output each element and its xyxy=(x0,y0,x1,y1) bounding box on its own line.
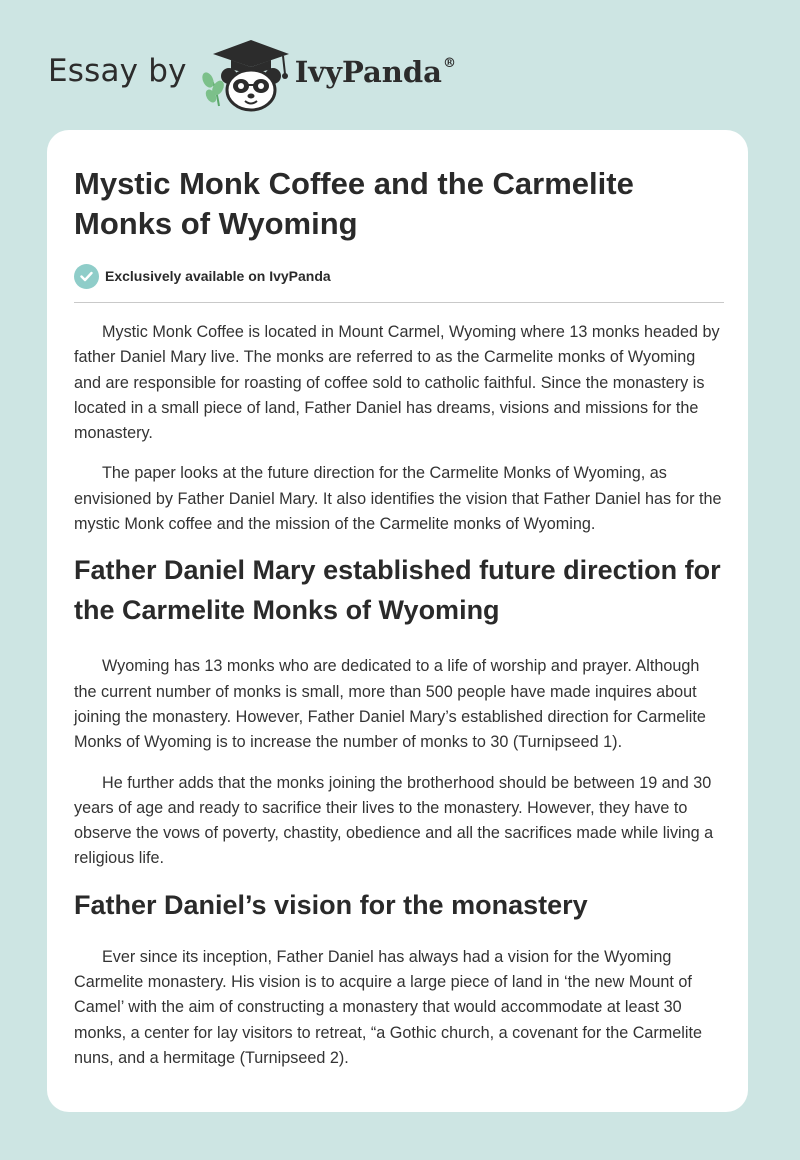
paragraph: He further adds that the monks joining the brotherhood should be between 19 and 30 years of age and ready to sacrifice their lives to the monastery. However, they have to observe the vows of poverty, chastity, obedience and all the sacrifices made while living a religious life. xyxy=(74,773,714,868)
exclusive-label: Exclusively available on IvyPanda xyxy=(105,268,331,284)
brand-prefix: Essay by xyxy=(48,53,187,89)
brand-name: IvyPanda® xyxy=(294,55,456,89)
paragraph: The paper looks at the future direction for the Carmelite Monks of Wyoming, as envisioned by Father Daniel Mary. It also identifies the vision that Father Daniel has for the mystic Monk coffee and the mission of the Carmelite monks of Wyoming. xyxy=(74,464,722,534)
section-heading: Father Daniel Mary established future direction for the Carmelite Monks of Wyoming xyxy=(74,555,721,626)
paragraph: Ever since its inception, Father Daniel has always had a vision for the Wyoming Carmelite monastery. His vision is to acquire a large piece of land in ‘the new Mount of Camel’ with the aim of constructing a monastery that would accommodate at least 30 monks, a center for lay visitors to retreat, “a Gothic church, a covenant for the Carmelite nuns, and a hermitage (Turnipseed 2). xyxy=(74,947,702,1067)
article-title: Mystic Monk Coffee and the Carmelite Monks of Wyoming xyxy=(74,166,634,241)
check-circle-icon xyxy=(74,264,99,289)
article-card xyxy=(47,130,748,1112)
panda-graduate-icon xyxy=(201,36,293,112)
exclusive-badge xyxy=(74,263,724,289)
paragraph: Mystic Monk Coffee is located in Mount Carmel, Wyoming where 13 monks headed by father Daniel Mary live. The monks are referred to as the Carmelite monks of Wyoming and are responsible for roasting of coffee sold to catholic faithful. Since the monastery is located in a small piece of land, Father Daniel has dreams, visions and missions for the monastery. xyxy=(74,323,720,443)
section-heading: Father Daniel’s vision for the monastery xyxy=(74,889,588,920)
divider xyxy=(74,302,724,303)
article-content xyxy=(74,164,724,1071)
brand-header xyxy=(48,34,456,114)
paragraph: Wyoming has 13 monks who are dedicated to a life of worship and prayer. Although the current number of monks is small, more than 500 people have made inquires about joining the monastery. However, Father Daniel Mary’s established direction for Carmelite Monks of Wyoming is to increase the number of monks to 30 (Turnipseed 1). xyxy=(74,657,706,752)
